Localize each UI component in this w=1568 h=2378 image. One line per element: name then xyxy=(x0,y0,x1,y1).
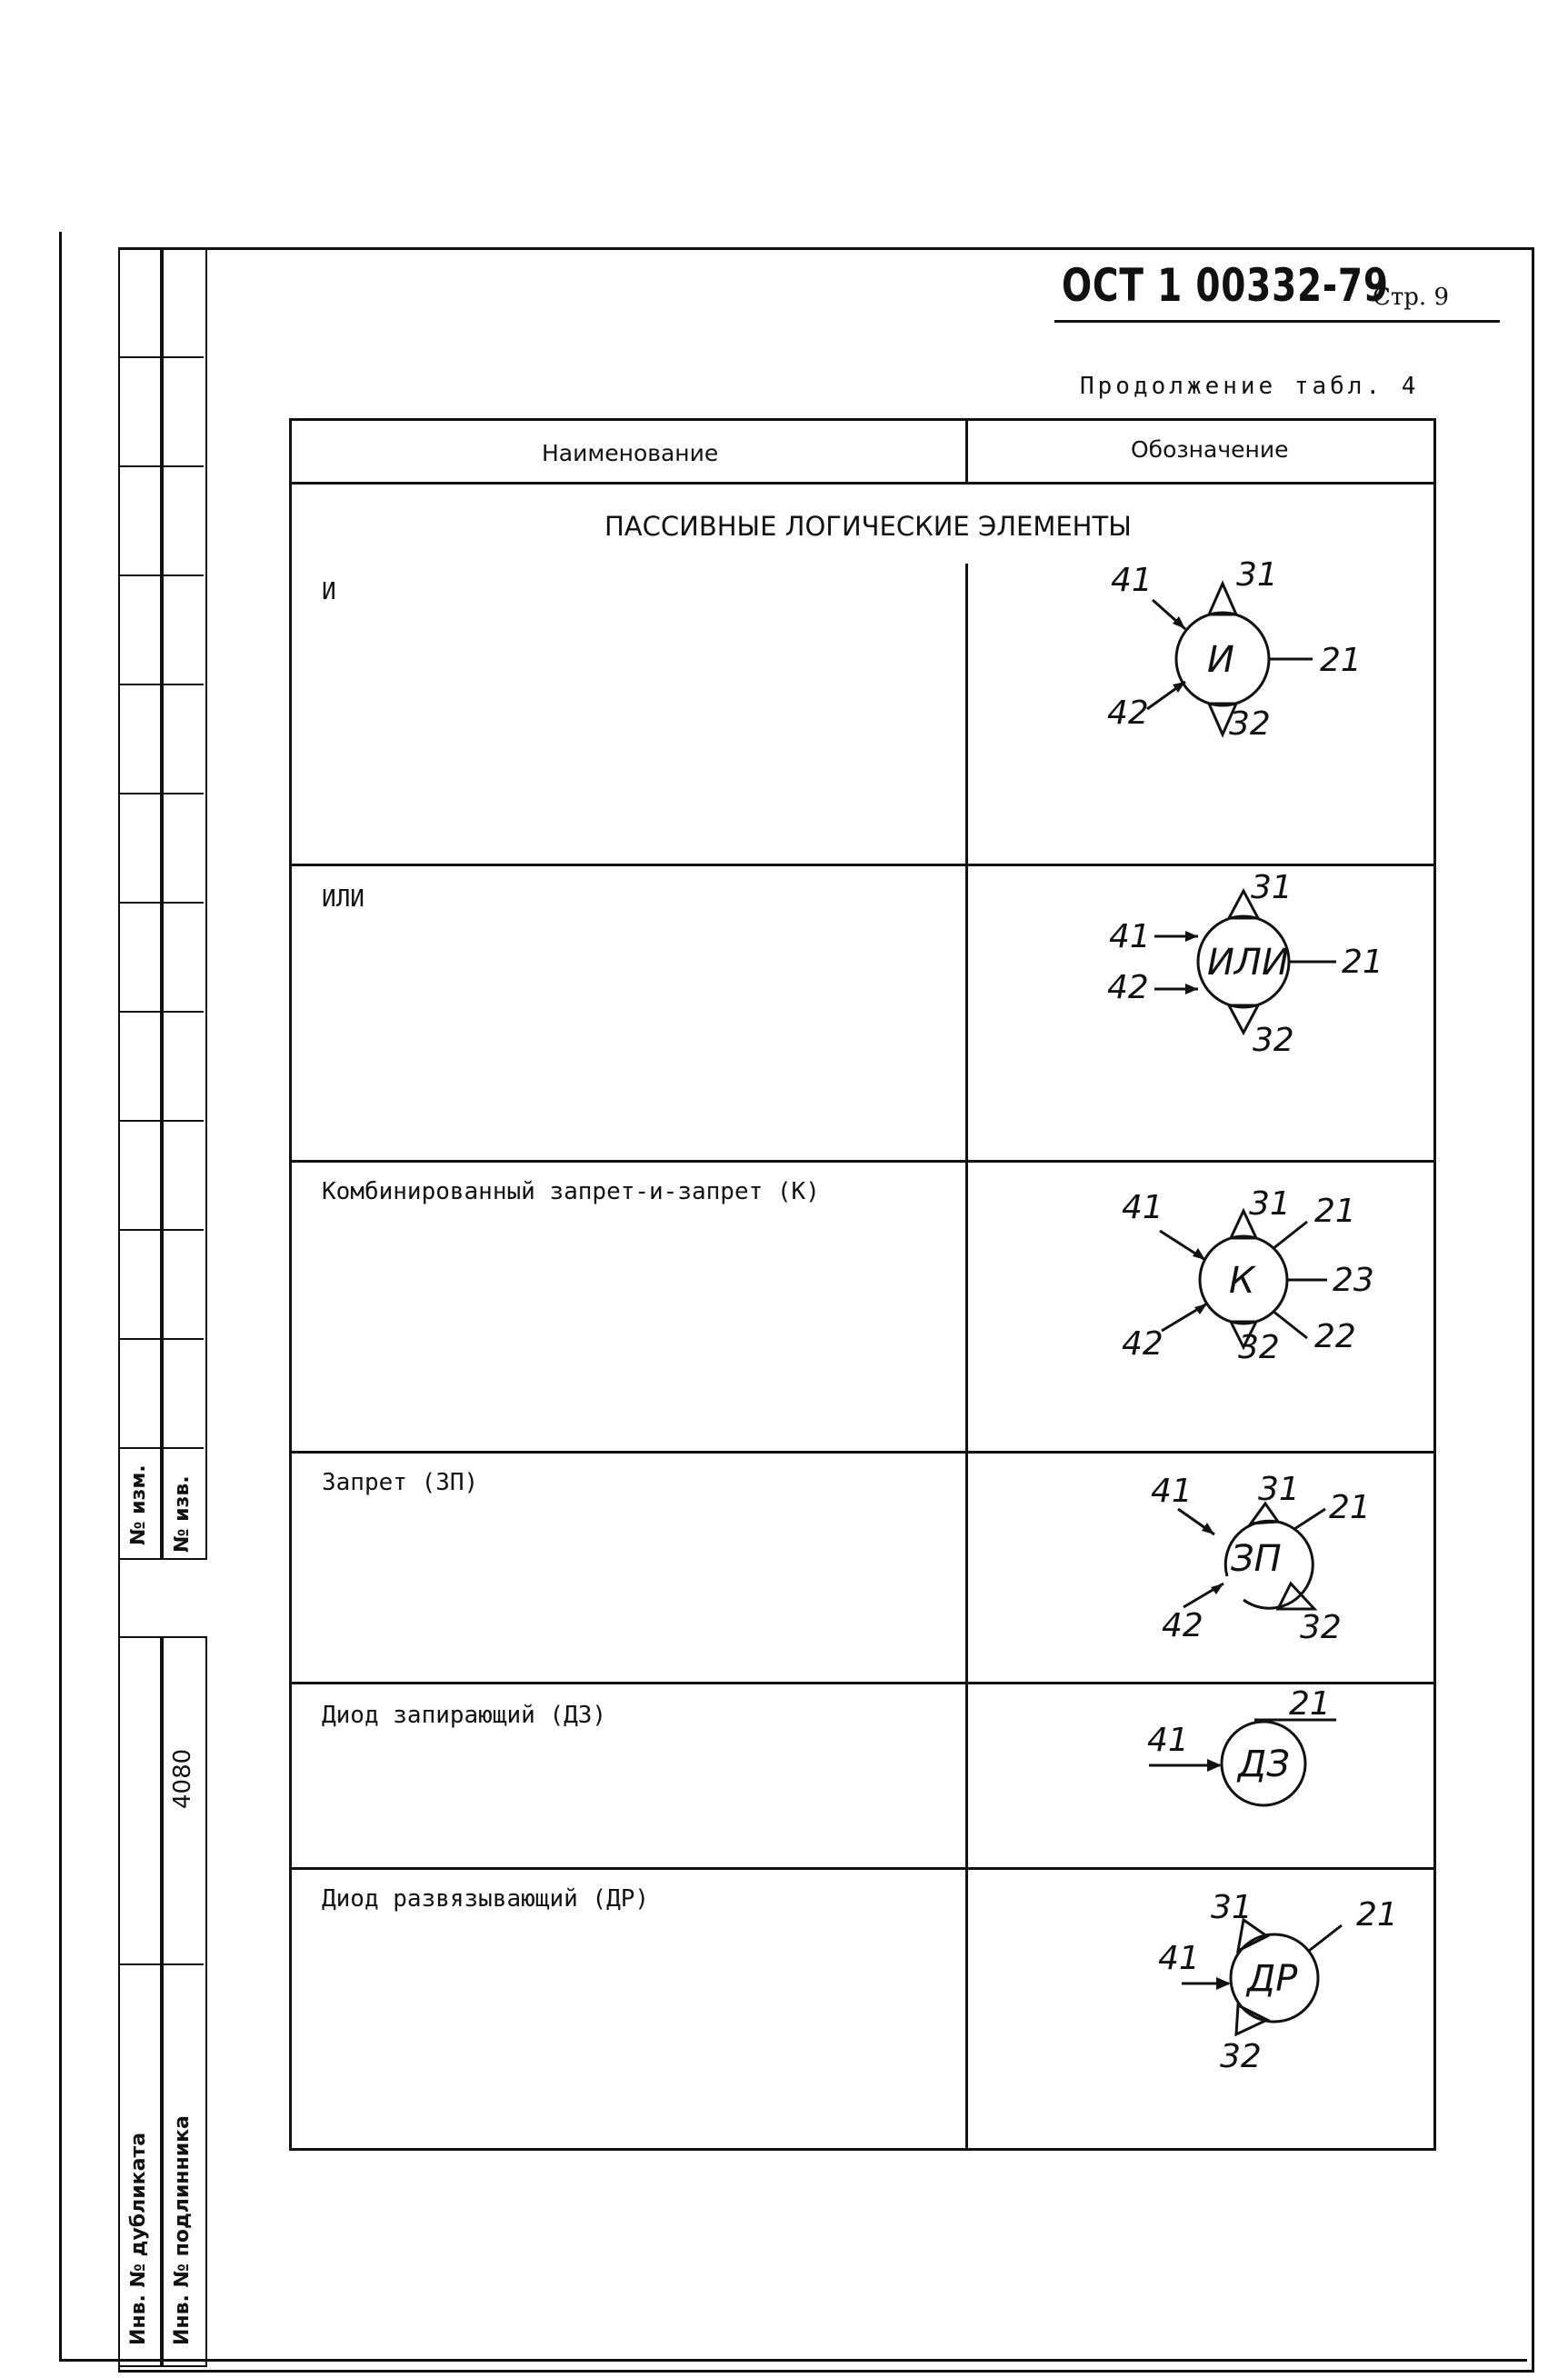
pin-41: 41 xyxy=(1109,918,1151,955)
pin-21: 21 xyxy=(1342,944,1383,981)
symbol-and-label: И xyxy=(1207,639,1234,681)
symbol-blocking-diode-label: ДЗ xyxy=(1238,1744,1290,1785)
side-stamp-upper-2 xyxy=(160,247,207,1560)
header-underline xyxy=(1054,320,1500,323)
pin-21: 21 xyxy=(1356,1896,1398,1933)
pin-21: 21 xyxy=(1329,1489,1371,1526)
row-name-combined: Комбинированный запрет-и-запрет (К) xyxy=(322,1178,820,1205)
symbol-blocking-diode xyxy=(1136,1685,1373,1829)
inv-original-label: Инв. № подлинника xyxy=(171,2115,194,2345)
row-name-or: ИЛИ xyxy=(322,885,365,913)
column-header-symbol: Обозначение xyxy=(1131,436,1289,463)
row-divider xyxy=(289,1451,1436,1454)
row-divider xyxy=(289,1867,1436,1870)
row-name-blocking-diode: Диод запирающий (ДЗ) xyxy=(322,1702,607,1729)
column-divider xyxy=(965,564,968,2151)
stamp-divider xyxy=(118,1963,204,1965)
column-header-name: Наименование xyxy=(542,440,719,466)
symbol-combined xyxy=(1109,1182,1400,1382)
symbol-decoupling-diode xyxy=(1154,1878,1427,2078)
symbol-and xyxy=(1091,545,1382,764)
row-name-and: И xyxy=(322,578,336,605)
symbol-or xyxy=(1091,869,1383,1073)
pin-41: 41 xyxy=(1158,1940,1200,1977)
stamp-divider xyxy=(118,1011,204,1013)
column-divider-header xyxy=(965,418,968,484)
symbol-or-label: ИЛИ xyxy=(1207,942,1289,984)
pin-21: 21 xyxy=(1289,1685,1331,1723)
row-divider xyxy=(289,1682,1436,1684)
pin-31: 31 xyxy=(1236,556,1278,594)
pin-42: 42 xyxy=(1107,694,1149,732)
pin-32: 32 xyxy=(1220,2038,1262,2075)
pin-22: 22 xyxy=(1314,1318,1356,1355)
pin-42: 42 xyxy=(1122,1325,1164,1363)
pin-23: 23 xyxy=(1333,1262,1374,1299)
stamp-divider xyxy=(118,356,204,358)
pin-32: 32 xyxy=(1229,705,1271,743)
change-no-label-1: № изм. xyxy=(127,1464,150,1545)
header-divider xyxy=(289,482,1436,485)
row-name-inhibit: Запрет (ЗП) xyxy=(322,1469,479,1496)
stamp-divider xyxy=(118,1229,204,1231)
pin-32: 32 xyxy=(1253,1022,1294,1059)
inv-duplicate-label: Инв. № дубликата xyxy=(127,2132,150,2345)
symbol-decoupling-diode-label: ДР xyxy=(1247,1958,1298,2000)
pin-21: 21 xyxy=(1320,642,1362,679)
stamp-divider xyxy=(118,1338,204,1340)
stamp-divider xyxy=(118,1120,204,1122)
row-divider xyxy=(289,1160,1436,1163)
pin-41: 41 xyxy=(1151,1473,1193,1510)
pin-31: 31 xyxy=(1258,1471,1300,1508)
stamp-divider xyxy=(118,465,204,467)
pin-21: 21 xyxy=(1314,1193,1356,1230)
pin-41: 41 xyxy=(1147,1722,1189,1759)
row-divider xyxy=(289,864,1436,866)
pin-31: 31 xyxy=(1211,1889,1253,1926)
stamp-divider xyxy=(118,575,204,576)
stamp-divider xyxy=(118,902,204,904)
symbol-combined-label: К xyxy=(1229,1260,1255,1302)
change-no-label-2: № изв. xyxy=(171,1475,194,1553)
symbol-inhibit xyxy=(1136,1464,1409,1664)
stamp-divider xyxy=(118,684,204,685)
pin-42: 42 xyxy=(1162,1607,1203,1644)
side-stamp-upper xyxy=(118,247,164,1560)
stamp-divider xyxy=(118,793,204,794)
page-left-edge xyxy=(59,232,62,2359)
pin-32: 32 xyxy=(1238,1329,1280,1366)
table-continuation: Продолжение табл. 4 xyxy=(1080,373,1420,400)
section-title: ПАССИВНЫЕ ЛОГИЧЕСКИЕ ЭЛЕМЕНТЫ xyxy=(604,511,1132,542)
pin-31: 31 xyxy=(1251,869,1293,906)
pin-41: 41 xyxy=(1111,562,1153,599)
document-id: ОСТ 1 00332-79 xyxy=(1062,259,1389,312)
inv-number: 4080 xyxy=(169,1748,196,1809)
pin-31: 31 xyxy=(1249,1185,1291,1223)
pin-32: 32 xyxy=(1300,1609,1342,1646)
stamp-divider xyxy=(118,1447,204,1449)
pin-41: 41 xyxy=(1122,1189,1164,1226)
pin-42: 42 xyxy=(1107,969,1149,1006)
page-number: Стр. 9 xyxy=(1373,284,1449,311)
row-name-decoupling-diode: Диод развязывающий (ДР) xyxy=(322,1885,650,1913)
symbol-inhibit-label: ЗП xyxy=(1231,1538,1282,1580)
